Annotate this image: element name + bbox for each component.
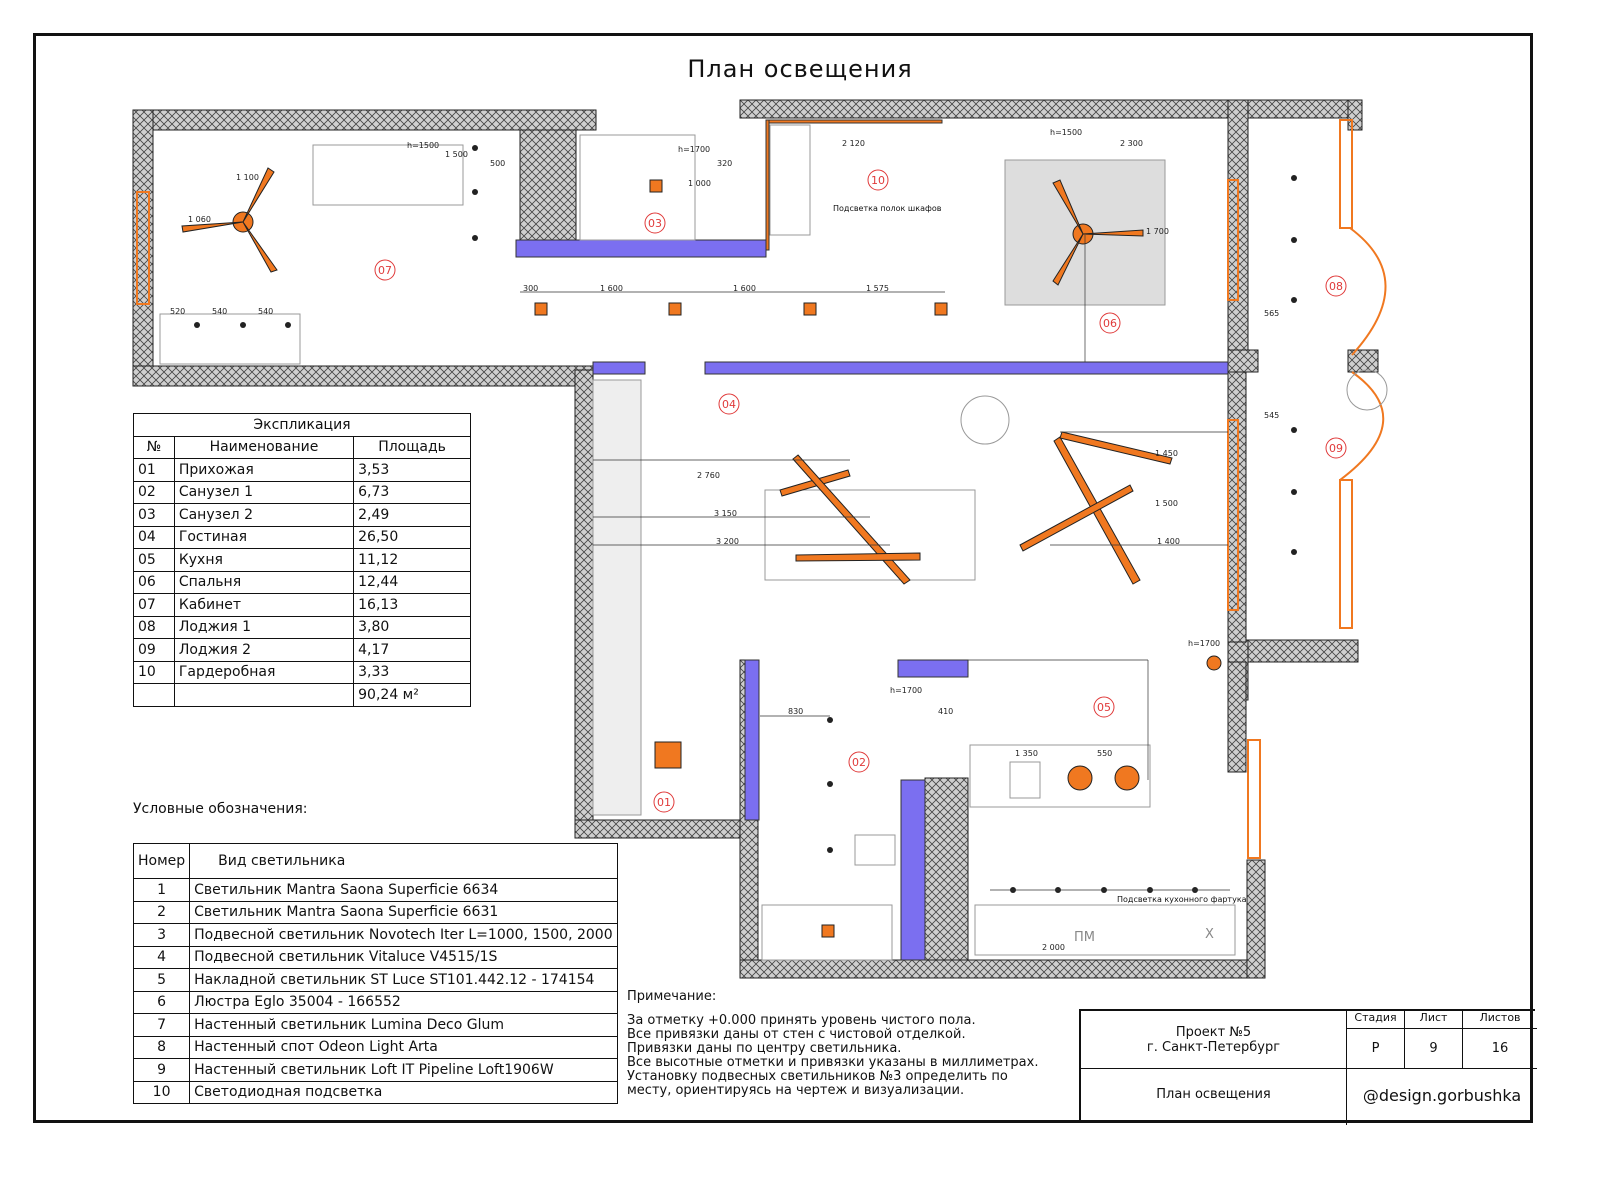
- fridge-label: Х: [1205, 927, 1214, 942]
- note-heading: Примечание:: [627, 989, 717, 1004]
- legend-row: [134, 924, 618, 947]
- room-number: 05: [134, 549, 175, 572]
- room-area: 11,12: [354, 549, 471, 572]
- dim: 1 500: [445, 150, 468, 159]
- dim: 565: [1264, 309, 1280, 318]
- legend-type: Накладной светильник ST Luce ST101.442.12 - 174154: [190, 969, 617, 992]
- legend-row: [134, 1081, 618, 1104]
- dim: 1 000: [688, 179, 711, 188]
- explication-caption: Экспликация: [134, 414, 471, 437]
- legend-row: [134, 1059, 618, 1082]
- room-number: 03: [134, 504, 175, 527]
- height-mark: h=1500: [1050, 128, 1083, 137]
- dim: 3 200: [716, 537, 739, 546]
- legend-number: 3: [134, 924, 190, 947]
- col-area: Площадь: [354, 436, 471, 459]
- dim: 2 300: [1120, 139, 1143, 148]
- dim: 550: [1097, 749, 1113, 758]
- legend-row: [134, 946, 618, 969]
- room-area: 2,49: [354, 504, 471, 527]
- total-empty-1: [134, 684, 175, 707]
- dim: 1 100: [236, 173, 259, 182]
- dim: 1 600: [600, 284, 623, 293]
- legend-number: 6: [134, 991, 190, 1014]
- room-name: Санузел 2: [174, 504, 353, 527]
- sheets-label: Листов: [1463, 1011, 1537, 1029]
- room-name: Гостиная: [174, 526, 353, 549]
- explication-row: [134, 459, 471, 482]
- explication-row: [134, 571, 471, 594]
- project-name: Проект №5: [1175, 1025, 1252, 1040]
- dim: 1 700: [1146, 227, 1169, 236]
- room-08: 08: [1329, 280, 1343, 293]
- room-name: Кабинет: [174, 594, 353, 617]
- explication-row: [134, 549, 471, 572]
- legend-col-number: Номер: [134, 844, 190, 879]
- sheet-title: План освещения: [1081, 1069, 1347, 1125]
- room-area: 26,50: [354, 526, 471, 549]
- height-mark: h=1700: [890, 686, 923, 695]
- room-number: 06: [134, 571, 175, 594]
- dim: 2 120: [842, 139, 865, 148]
- col-number: №: [134, 436, 175, 459]
- room-area: 6,73: [354, 481, 471, 504]
- project-city: г. Санкт-Петербург: [1146, 1040, 1281, 1055]
- note-line: Все привязки даны от стен с чистовой отделкой.: [627, 1027, 966, 1042]
- dim: 1 400: [1157, 537, 1180, 546]
- sheet-label: Лист: [1405, 1011, 1463, 1029]
- room-03: 03: [648, 217, 662, 230]
- room-07: 07: [378, 264, 392, 277]
- room-name: Кухня: [174, 549, 353, 572]
- dim: 320: [717, 159, 733, 168]
- dim: 2 000: [1042, 943, 1065, 952]
- legend-number: 8: [134, 1036, 190, 1059]
- explication-row: [134, 504, 471, 527]
- room-06: 06: [1103, 317, 1117, 330]
- total-area: 90,24 м²: [354, 684, 471, 707]
- legend-type: Люстра Eglo 35004 - 166552: [190, 991, 617, 1014]
- note: [627, 990, 1038, 1098]
- room-number: 04: [134, 526, 175, 549]
- dim: 410: [938, 707, 954, 716]
- room-name: Прихожая: [174, 459, 353, 482]
- title-block: [1079, 1009, 1535, 1123]
- pendant-lights: [780, 432, 1172, 584]
- legend-type: Подвесной светильник Novotech Iter L=1000, 1500, 2000: [190, 924, 617, 947]
- room-number: 08: [134, 616, 175, 639]
- room-01: 01: [657, 796, 671, 809]
- dim: 540: [212, 307, 228, 316]
- legend-row: [134, 879, 618, 902]
- legend-row: [134, 991, 618, 1014]
- room-name: Лоджия 2: [174, 639, 353, 662]
- legend-type: Светодиодная подсветка: [190, 1081, 617, 1104]
- dim: 1 600: [733, 284, 756, 293]
- legend-number: 5: [134, 969, 190, 992]
- dim: 1 350: [1015, 749, 1038, 758]
- height-mark: h=1700: [1188, 639, 1221, 648]
- dim: 1 060: [188, 215, 211, 224]
- stage-label: Стадия: [1347, 1011, 1405, 1029]
- sheets-value: 16: [1463, 1029, 1537, 1069]
- legend-row: [134, 1036, 618, 1059]
- explication-row: [134, 594, 471, 617]
- note-line: За отметку +0.000 принять уровень чистого пола.: [627, 1013, 976, 1028]
- room-area: 12,44: [354, 571, 471, 594]
- legend-number: 9: [134, 1059, 190, 1082]
- note-line: Установку подвесных светильников №3 определить по: [627, 1069, 1008, 1084]
- col-name: Наименование: [174, 436, 353, 459]
- total-empty-2: [174, 684, 353, 707]
- room-name: Спальня: [174, 571, 353, 594]
- note-line: Привязки даны по центру светильника.: [627, 1041, 902, 1056]
- legend-number: 7: [134, 1014, 190, 1037]
- room-09: 09: [1329, 442, 1343, 455]
- room-05: 05: [1097, 701, 1111, 714]
- room-area: 3,33: [354, 661, 471, 684]
- explication-row: [134, 639, 471, 662]
- legend-row: [134, 901, 618, 924]
- room-area: 4,17: [354, 639, 471, 662]
- dim: 300: [523, 284, 539, 293]
- explication-table: [133, 413, 471, 707]
- dim: 830: [788, 707, 804, 716]
- project-cell: [1081, 1011, 1347, 1069]
- room-02: 02: [852, 756, 866, 769]
- room-number: 01: [134, 459, 175, 482]
- dim: 545: [1264, 411, 1280, 420]
- shelves-led-label: Подсветка полок шкафов: [833, 204, 942, 213]
- legend-col-type: Вид светильника: [190, 844, 617, 879]
- room-markers: [375, 170, 1346, 812]
- legend-type: Светильник Mantra Saona Superficie 6631: [190, 901, 617, 924]
- room-number: 07: [134, 594, 175, 617]
- legend-table: [133, 843, 618, 1104]
- legend-type: Настенный спот Odeon Light Arta: [190, 1036, 617, 1059]
- legend-number: 4: [134, 946, 190, 969]
- dim: 520: [170, 307, 186, 316]
- dim: 1 500: [1155, 499, 1178, 508]
- legend-number: 2: [134, 901, 190, 924]
- legend-title: Условные обозначения:: [133, 801, 308, 817]
- dishwasher-label: ПМ: [1074, 930, 1095, 945]
- room-numbers: [378, 174, 1343, 809]
- room-name: Гардеробная: [174, 661, 353, 684]
- height-mark: h=1700: [678, 145, 711, 154]
- apron-led-label: Подсветка кухонного фартука: [1117, 895, 1247, 904]
- legend-type: Настенный светильник Loft IT Pipeline Loft1906W: [190, 1059, 617, 1082]
- legend-row: [134, 969, 618, 992]
- legend-type: Подвесной светильник Vitaluce V4515/1S: [190, 946, 617, 969]
- stage-value: Р: [1347, 1029, 1405, 1069]
- room-number: 09: [134, 639, 175, 662]
- room-number: 10: [134, 661, 175, 684]
- sheet-value: 9: [1405, 1029, 1463, 1069]
- room-04: 04: [722, 398, 736, 411]
- explication-row: [134, 526, 471, 549]
- room-10: 10: [871, 174, 885, 187]
- room-name: Лоджия 1: [174, 616, 353, 639]
- note-line: Все высотные отметки и привязки указаны в миллиметрах.: [627, 1055, 1039, 1070]
- dim: 1 575: [866, 284, 889, 293]
- room-name: Санузел 1: [174, 481, 353, 504]
- dim: 1 450: [1155, 449, 1178, 458]
- height-mark: h=1500: [407, 141, 440, 150]
- dim: 540: [258, 307, 274, 316]
- author: @design.gorbushka: [1362, 1086, 1522, 1105]
- legend-number: 1: [134, 879, 190, 902]
- dim: 500: [490, 159, 506, 168]
- explication-row: [134, 481, 471, 504]
- page-title: План освещения: [687, 55, 913, 83]
- legend-type: Светильник Mantra Saona Superficie 6634: [190, 879, 617, 902]
- room-number: 02: [134, 481, 175, 504]
- legend-row: [134, 1014, 618, 1037]
- room-area: 3,80: [354, 616, 471, 639]
- dim: 3 150: [714, 509, 737, 518]
- legend-number: 10: [134, 1081, 190, 1104]
- explication-row: [134, 616, 471, 639]
- explication-row: [134, 661, 471, 684]
- note-line: месту, ориентируясь на чертеж и визуализации.: [627, 1083, 965, 1098]
- legend-type: Настенный светильник Lumina Deco Glum: [190, 1014, 617, 1037]
- dim: 2 760: [697, 471, 720, 480]
- room-area: 16,13: [354, 594, 471, 617]
- room-area: 3,53: [354, 459, 471, 482]
